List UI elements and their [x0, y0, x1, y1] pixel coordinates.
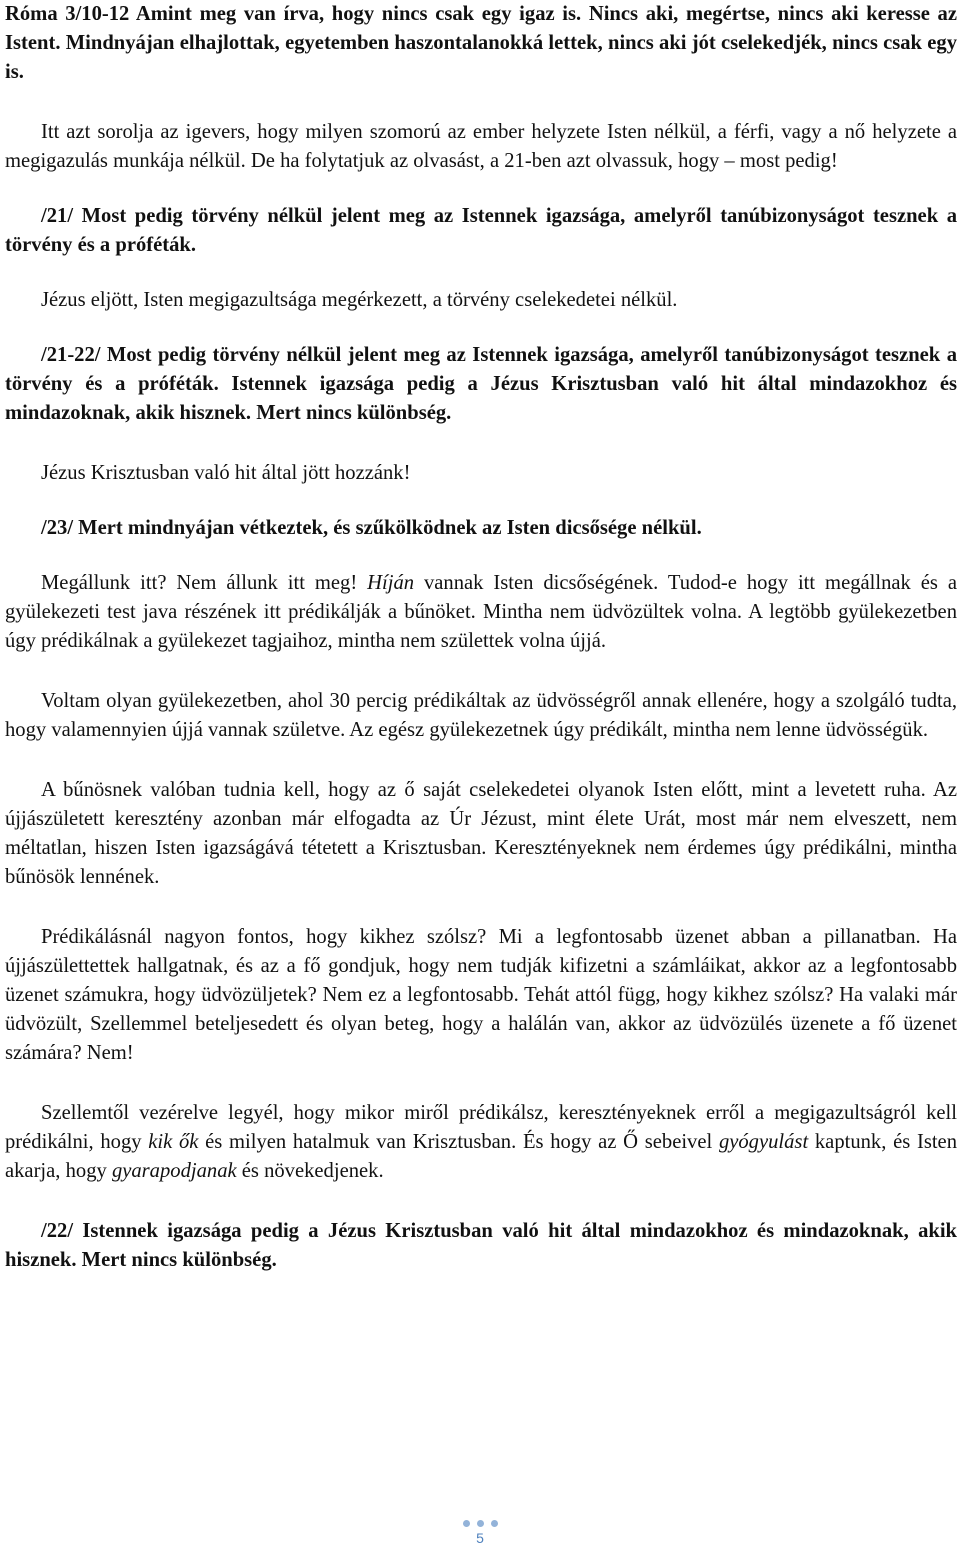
dot-ornament-icon — [477, 1520, 484, 1527]
dot-ornament-icon — [463, 1520, 470, 1527]
page-number: 5 — [476, 1530, 484, 1546]
scripture-quote-verse-21: /21/ Most pedig törvény nélkül jelent meg az Istennek igazsága, amelyről tanúbizonyságot tesznek a törvény és a próféták. — [5, 205, 957, 256]
page-footer — [0, 1518, 960, 1546]
document-page — [5, 0, 957, 1275]
scripture-quote-verse-23: /23/ Mert mindnyájan vétkeztek, és szűkölködnek az Isten dicsősége nélkül. — [41, 517, 702, 539]
scripture-quote-verse-21-22: /21-22/ Most pedig törvény nélkül jelent meg az Istennek igazsága, amelyről tanúbizonyságot tesznek a törvény és a próféták. Istennek igazsága pedig a Jézus Krisztusban való hit által mindazokhoz és mindazoknak, akik hisznek. Mert nincs különbség. — [5, 344, 957, 424]
scripture-quote-verse-22: /22/ Istennek igazsága pedig a Jézus Krisztusban való hit által mindazokhoz és mindazoknak, akik hisznek. Mert nincs különbség. — [5, 1220, 957, 1271]
scripture-quote-romans-3-10-12: Róma 3/10-12 Amint meg van írva, hogy nincs csak egy igaz is. Nincs aki, megértse, nincs aki keresse az Istent. Mindnyájan elhajlottak, egyetemben haszontalanokká lettek, nincs aki jót cselekedjék, nincs csak egy is. — [5, 3, 957, 83]
emphasis: Híján — [367, 572, 415, 594]
commentary-paragraph: Megállunk itt? Nem állunk itt meg! Híján vannak Isten dicsőségének. Tudod-e hogy itt megállnak és a gyülekezeti test java részének itt prédikálják a bűnöket. Mintha nem üdvözültek volna. A legtöbb gyülekezetben úgy prédikálnak a gyülekezet tagjaihoz, mintha nem születtek volna újjá. — [5, 572, 957, 652]
commentary-paragraph: Prédikálásnál nagyon fontos, hogy kikhez szólsz? Mi a legfontosabb üzenet abban a pillanatban. Ha újjászülettettek hallgatnak, és az a fő gondjuk, hogy nem tudják kifizetni a számláikat, akkor az a legfontosabb üzenet számukra, hogy üdvözüljetek? Nem ez a legfontosabb. Tehát attól függ, hogy kikhez szólsz? Ha valaki már üdvözült, Szellemmel beteljesedett és olyan beteg, hogy a halálán van, akkor az üdvözülés üzenete a fő üzenet számára? Nem! — [5, 926, 957, 1064]
emphasis: gyarapodjanak — [111, 1160, 237, 1182]
emphasis: gyógyulást — [718, 1131, 809, 1153]
commentary-paragraph: Jézus eljött, Isten megigazultsága megérkezett, a törvény cselekedetei nélkül. — [41, 289, 678, 311]
footer-dots-ornament — [0, 1518, 960, 1528]
dot-ornament-icon — [491, 1520, 498, 1527]
commentary-paragraph: Szellemtől vezérelve legyél, hogy mikor miről prédikálsz, keresztényeknek erről a megigazultságról kell prédikálni, hogy kik ők és milyen hatalmuk van Krisztusban. És hogy az Ő sebeivel gyógyulást kaptunk, és Isten akarja, hogy gyarapodjanak és növekedjenek. — [5, 1102, 957, 1182]
emphasis: kik ők — [148, 1131, 199, 1153]
commentary-paragraph: Voltam olyan gyülekezetben, ahol 30 percig prédikáltak az üdvösségről annak ellenére, hogy a szolgáló tudta, hogy valamennyien újjá vannak születve. Az egész gyülekezetnek úgy prédikált, mintha nem lenne üdvösségük. — [5, 690, 957, 741]
commentary-paragraph: Itt azt sorolja az igevers, hogy milyen szomorú az ember helyzete Isten nélkül, a férfi, vagy a nő helyzete a megigazulás munkája nélkül. De ha folytatjuk az olvasást, a 21-ben azt olvassuk, hogy – most pedig! — [5, 121, 957, 172]
commentary-paragraph: A bűnösnek valóban tudnia kell, hogy az ő saját cselekedetei olyanok Isten előtt, mint a levetett ruha. Az újjászületett keresztény azonban már elfogadta az Úr Jézust, mint élete Urát, most már nem elveszett, nem méltatlan, hiszen Isten igazságává tétetett a Krisztusban. Keresztényeknek nem érdemes úgy prédikálni, mintha bűnösök lennének. — [5, 779, 957, 888]
commentary-paragraph: Jézus Krisztusban való hit által jött hozzánk! — [41, 462, 411, 484]
